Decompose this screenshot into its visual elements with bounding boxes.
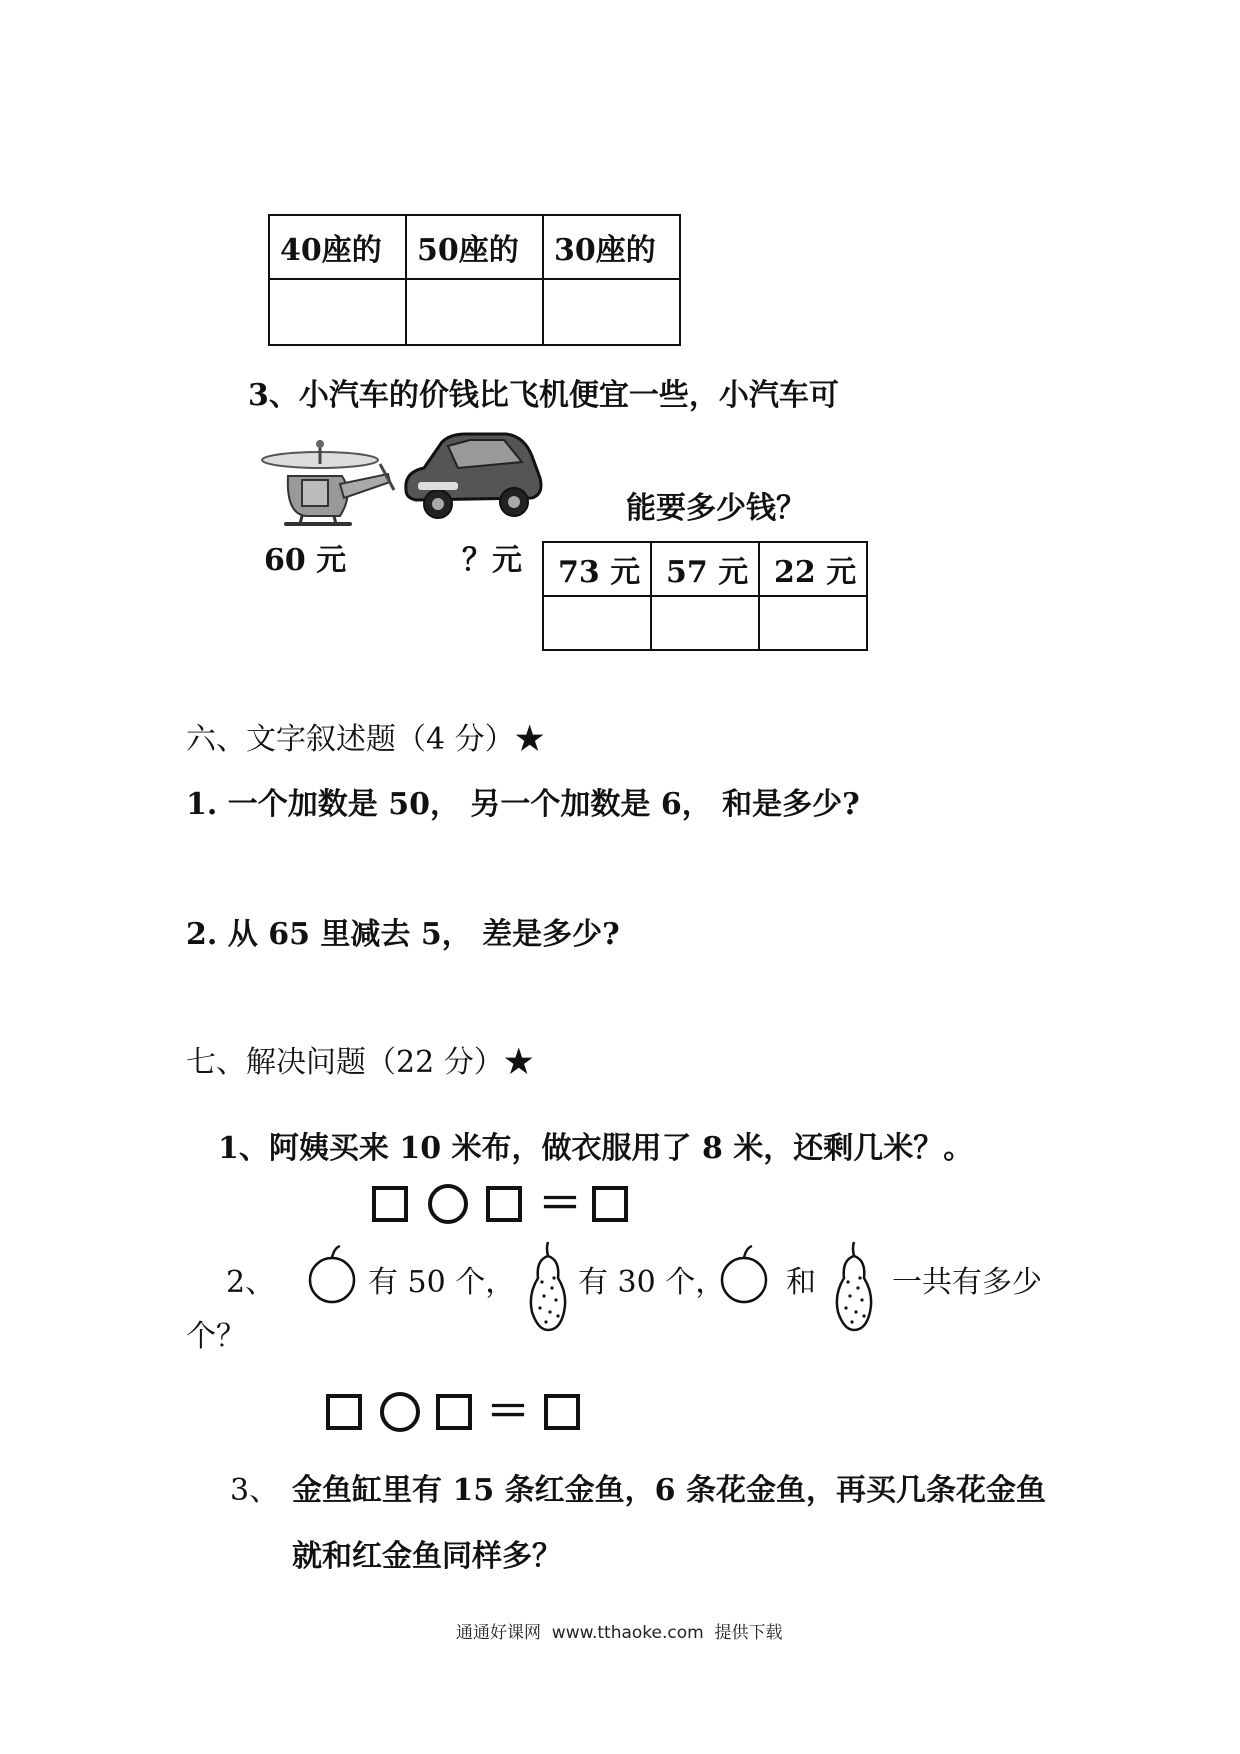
answer-box[interactable] [486, 1186, 522, 1222]
answer-cell[interactable] [759, 596, 867, 650]
car-price: ？元 [462, 543, 522, 578]
section7-q3-line2: 就和红金鱼同样多？ [292, 1539, 562, 1574]
answer-box[interactable] [592, 1186, 628, 1222]
pear-icon [524, 1238, 572, 1334]
seats-header-50: 50座的 [406, 215, 543, 279]
price-option-73: 73 元 [543, 542, 651, 596]
answer-cell[interactable] [651, 596, 759, 650]
section7-q2-t3: 和 [786, 1265, 816, 1300]
seats-header-40: 40座的 [269, 215, 406, 279]
equals-sign: ＝ [486, 1386, 530, 1437]
section7-q2-t2: 有 30 个， [578, 1265, 726, 1300]
answer-box[interactable] [436, 1394, 472, 1430]
table-row [543, 542, 867, 596]
seats-header-30: 30座的 [543, 215, 680, 279]
car-icon [400, 428, 548, 524]
q5-3-text: 3、小汽车的价钱比飞机便宜一些，小汽车可 [248, 378, 839, 413]
section7-q1: 1、阿姨买来 10 米布，做衣服用了 8 米，还剩几米？。 [218, 1131, 974, 1166]
answer-cell[interactable] [543, 279, 680, 345]
section7-title: 七、解决问题（22 分）★ [186, 1045, 534, 1080]
seats-table [268, 214, 681, 346]
section6-title: 六、文字叙述题（4 分）★ [186, 722, 545, 757]
section7-q2-t1: 有 50 个， [368, 1265, 516, 1300]
footer-source: 通通好课网 www.tthaoke.com 提供下载 [456, 1623, 783, 1643]
price-option-57: 57 元 [651, 542, 759, 596]
apple-icon [716, 1244, 774, 1306]
section7-q3-line1: 金鱼缸里有 15 条红金鱼，6 条花金鱼，再买几条花金鱼 [292, 1473, 1046, 1508]
price-options-table [542, 541, 868, 651]
answer-cell[interactable] [406, 279, 543, 345]
operator-circle[interactable] [380, 1392, 420, 1432]
answer-cell[interactable] [269, 279, 406, 345]
section7-q3-num: 3、 [230, 1473, 280, 1508]
section6-q2: 2. 从 65 里减去 5， 差是多少? [186, 917, 620, 952]
table-row [269, 215, 680, 279]
q5-3-continuation: 能要多少钱？ [626, 491, 806, 526]
answer-box[interactable] [544, 1394, 580, 1430]
equals-sign: ＝ [538, 1178, 582, 1229]
table-row [543, 596, 867, 650]
price-option-22: 22 元 [759, 542, 867, 596]
section6-q1: 1. 一个加数是 50， 另一个加数是 6， 和是多少? [186, 787, 860, 822]
apple-icon [304, 1244, 362, 1306]
pear-icon [830, 1238, 878, 1334]
table-row [269, 279, 680, 345]
section7-q2-num: 2、 [226, 1265, 276, 1300]
answer-cell[interactable] [543, 596, 651, 650]
operator-circle[interactable] [428, 1184, 468, 1224]
section7-q2-t4: 一共有多少 [892, 1265, 1042, 1300]
helicopter-icon [258, 424, 400, 532]
answer-box[interactable] [372, 1186, 408, 1222]
section7-q2-t5: 个？ [186, 1319, 246, 1354]
helicopter-price: 60 元 [264, 543, 347, 578]
answer-box[interactable] [326, 1394, 362, 1430]
